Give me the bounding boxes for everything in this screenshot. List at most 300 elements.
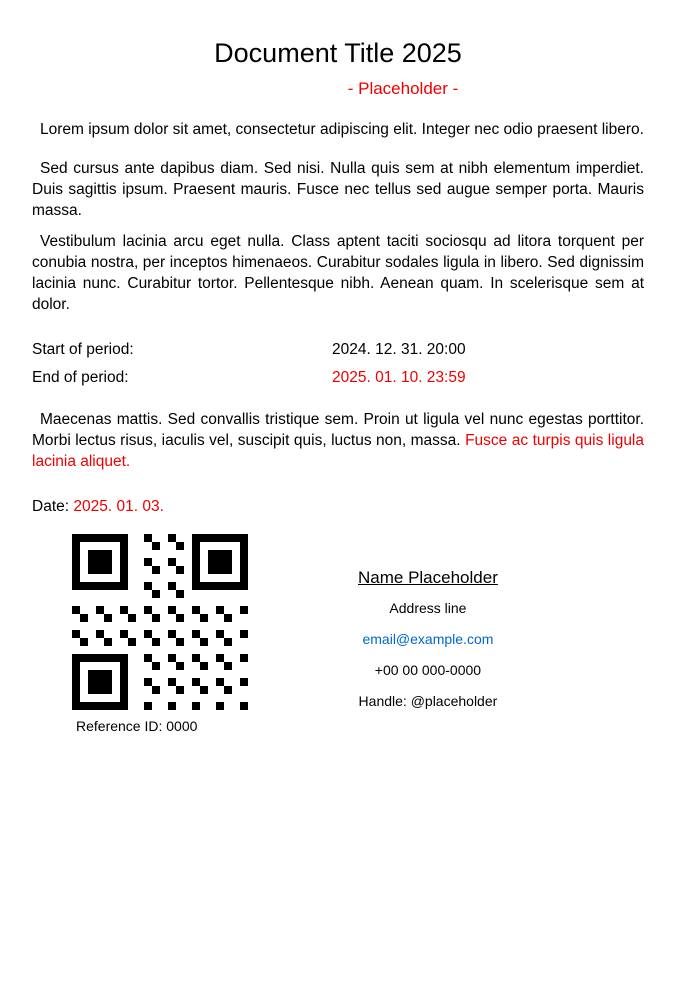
qr-module [160, 566, 168, 574]
qr-module [224, 646, 232, 654]
qr-module [184, 550, 192, 558]
qr-module [112, 606, 120, 614]
qr-module [192, 686, 200, 694]
qr-module [200, 638, 208, 646]
qr-module [104, 622, 112, 630]
qr-module [144, 614, 152, 622]
qr-module [184, 566, 192, 574]
qr-module [120, 598, 128, 606]
qr-module [120, 630, 128, 638]
qr-module [128, 534, 136, 542]
qr-module [184, 582, 192, 590]
qr-module [88, 590, 96, 598]
footer-block [32, 534, 644, 734]
qr-module [112, 646, 120, 654]
qr-module [80, 678, 88, 686]
period-start-value: 2024. 12. 31. 20:00 [332, 341, 466, 358]
qr-module [224, 662, 232, 670]
qr-module [168, 670, 176, 678]
qr-module [208, 574, 216, 582]
qr-module [136, 646, 144, 654]
qr-module [120, 678, 128, 686]
qr-module [128, 702, 136, 710]
qr-module [128, 598, 136, 606]
qr-module [112, 638, 120, 646]
qr-module [184, 646, 192, 654]
signature-name: Name Placeholder [358, 568, 498, 587]
qr-module [208, 702, 216, 710]
qr-module [200, 646, 208, 654]
qr-module [192, 542, 200, 550]
qr-module [240, 582, 248, 590]
qr-module [144, 598, 152, 606]
qr-module [104, 590, 112, 598]
qr-module [208, 550, 216, 558]
qr-module [80, 558, 88, 566]
qr-module [176, 630, 184, 638]
qr-module [152, 654, 160, 662]
qr-module [224, 686, 232, 694]
qr-caption: Reference ID: 0000 [76, 718, 198, 734]
qr-module [216, 646, 224, 654]
document-title: Document Title 2025 [214, 38, 462, 68]
qr-module [216, 598, 224, 606]
qr-module [232, 630, 240, 638]
qr-module [128, 566, 136, 574]
closing-paragraph [32, 409, 644, 472]
qr-module [104, 598, 112, 606]
qr-module [136, 542, 144, 550]
qr-module [112, 654, 120, 662]
qr-module [144, 574, 152, 582]
qr-module [80, 606, 88, 614]
qr-module [168, 574, 176, 582]
qr-module [176, 670, 184, 678]
qr-module [88, 638, 96, 646]
qr-module [112, 534, 120, 542]
qr-module [240, 614, 248, 622]
qr-module [232, 614, 240, 622]
qr-module [80, 630, 88, 638]
qr-module [176, 534, 184, 542]
qr-module [168, 622, 176, 630]
qr-module [144, 654, 152, 662]
qr-module [168, 638, 176, 646]
qr-module [160, 542, 168, 550]
qr-module [152, 558, 160, 566]
qr-module [88, 686, 96, 694]
qr-module [136, 630, 144, 638]
qr-module [104, 678, 112, 686]
qr-module [72, 694, 80, 702]
qr-module [80, 598, 88, 606]
qr-module [224, 638, 232, 646]
qr-module [128, 542, 136, 550]
qr-module [192, 606, 200, 614]
qr-module [96, 558, 104, 566]
qr-module [192, 598, 200, 606]
qr-module [160, 558, 168, 566]
qr-module [144, 582, 152, 590]
qr-module [232, 702, 240, 710]
qr-module [208, 630, 216, 638]
qr-module [184, 630, 192, 638]
qr-module [200, 534, 208, 542]
qr-module [184, 686, 192, 694]
qr-module [96, 598, 104, 606]
qr-module [184, 574, 192, 582]
qr-module [160, 662, 168, 670]
qr-module [144, 622, 152, 630]
qr-module [120, 614, 128, 622]
qr-module [72, 574, 80, 582]
qr-module [176, 662, 184, 670]
qr-module [224, 542, 232, 550]
qr-module [168, 662, 176, 670]
qr-module [168, 678, 176, 686]
qr-module [120, 622, 128, 630]
qr-module [200, 678, 208, 686]
qr-module [104, 582, 112, 590]
qr-module [176, 606, 184, 614]
qr-module [192, 590, 200, 598]
qr-module [200, 670, 208, 678]
qr-module [176, 558, 184, 566]
qr-module [80, 582, 88, 590]
qr-module [112, 630, 120, 638]
qr-module [88, 670, 96, 678]
qr-module [240, 606, 248, 614]
qr-module [136, 598, 144, 606]
qr-module [136, 582, 144, 590]
qr-module [208, 582, 216, 590]
qr-module [88, 606, 96, 614]
qr-module [136, 654, 144, 662]
qr-module [240, 622, 248, 630]
qr-module [152, 590, 160, 598]
qr-module [88, 566, 96, 574]
date-row [32, 498, 644, 516]
qr-module [72, 566, 80, 574]
qr-module [200, 622, 208, 630]
qr-module [88, 598, 96, 606]
qr-module [192, 662, 200, 670]
qr-module [192, 622, 200, 630]
qr-module [120, 670, 128, 678]
qr-module [152, 542, 160, 550]
qr-module [88, 582, 96, 590]
qr-module [72, 670, 80, 678]
qr-module [144, 550, 152, 558]
qr-module [104, 646, 112, 654]
qr-module [184, 670, 192, 678]
qr-module [72, 590, 80, 598]
qr-module [240, 670, 248, 678]
qr-module [128, 590, 136, 598]
qr-module [104, 630, 112, 638]
qr-module [104, 550, 112, 558]
qr-module [176, 598, 184, 606]
qr-module [88, 654, 96, 662]
qr-module [160, 646, 168, 654]
qr-module [160, 622, 168, 630]
qr-module [168, 630, 176, 638]
qr-module [232, 686, 240, 694]
qr-module [192, 694, 200, 702]
qr-module [160, 654, 168, 662]
qr-module [208, 606, 216, 614]
qr-module [80, 614, 88, 622]
qr-module [136, 686, 144, 694]
qr-module [152, 534, 160, 542]
qr-module [72, 606, 80, 614]
qr-module [152, 582, 160, 590]
qr-module [216, 638, 224, 646]
qr-module [104, 566, 112, 574]
qr-module [224, 622, 232, 630]
qr-module [104, 638, 112, 646]
qr-module [176, 574, 184, 582]
qr-module [144, 678, 152, 686]
qr-module [240, 678, 248, 686]
qr-module [160, 702, 168, 710]
qr-module [240, 630, 248, 638]
qr-module [88, 646, 96, 654]
qr-module [120, 550, 128, 558]
qr-module [184, 542, 192, 550]
qr-module [200, 630, 208, 638]
qr-module [96, 574, 104, 582]
qr-module [152, 630, 160, 638]
qr-module [160, 574, 168, 582]
qr-module [120, 638, 128, 646]
qr-module [200, 542, 208, 550]
qr-module [200, 654, 208, 662]
qr-module [120, 542, 128, 550]
qr-module [72, 654, 80, 662]
qr-module [72, 558, 80, 566]
qr-module [216, 670, 224, 678]
qr-module [136, 638, 144, 646]
qr-module [96, 534, 104, 542]
qr-module [136, 694, 144, 702]
qr-module [80, 550, 88, 558]
qr-module [176, 678, 184, 686]
qr-module [224, 606, 232, 614]
qr-module [192, 702, 200, 710]
qr-module [144, 638, 152, 646]
qr-module [104, 606, 112, 614]
qr-module [160, 670, 168, 678]
qr-module [88, 662, 96, 670]
qr-module [224, 630, 232, 638]
qr-block [32, 534, 248, 734]
qr-module [176, 622, 184, 630]
qr-module [224, 614, 232, 622]
closing-text: Maecenas mattis. Sed convallis tristique sem. Proin ut ligula vel nunc egestas porttitor. Morbi lectus risus, iaculis vel, suscipit quis, luctus non, massa. [32, 411, 644, 449]
qr-module [192, 646, 200, 654]
qr-module [208, 694, 216, 702]
qr-module [128, 654, 136, 662]
qr-module [208, 558, 216, 566]
qr-module [128, 558, 136, 566]
qr-module [232, 694, 240, 702]
qr-module [184, 694, 192, 702]
qr-module [72, 686, 80, 694]
qr-module [232, 582, 240, 590]
qr-module [72, 646, 80, 654]
qr-module [80, 662, 88, 670]
qr-module [128, 686, 136, 694]
qr-module [80, 694, 88, 702]
qr-module [168, 702, 176, 710]
qr-module [72, 598, 80, 606]
qr-module [160, 606, 168, 614]
qr-module [128, 614, 136, 622]
qr-module [120, 590, 128, 598]
qr-module [160, 678, 168, 686]
qr-module [120, 662, 128, 670]
qr-module [80, 534, 88, 542]
qr-module [128, 630, 136, 638]
qr-module [216, 662, 224, 670]
qr-module [224, 694, 232, 702]
qr-module [152, 670, 160, 678]
qr-module [152, 678, 160, 686]
qr-module [120, 686, 128, 694]
qr-module [160, 614, 168, 622]
qr-module [216, 534, 224, 542]
qr-module [88, 630, 96, 638]
qr-module [216, 542, 224, 550]
qr-module [112, 662, 120, 670]
qr-module [88, 542, 96, 550]
qr-module [96, 670, 104, 678]
qr-module [200, 598, 208, 606]
qr-module [184, 590, 192, 598]
qr-module [200, 702, 208, 710]
qr-module [200, 606, 208, 614]
qr-module [224, 654, 232, 662]
qr-module [184, 702, 192, 710]
qr-module [160, 550, 168, 558]
qr-module [112, 678, 120, 686]
qr-module [104, 662, 112, 670]
qr-module [96, 582, 104, 590]
qr-module [128, 646, 136, 654]
qr-module [104, 542, 112, 550]
qr-module [152, 566, 160, 574]
qr-module [80, 542, 88, 550]
qr-module [144, 558, 152, 566]
closing-red-text: Fusce ac turpis quis ligula lacinia aliquet. [32, 432, 645, 470]
qr-module [128, 678, 136, 686]
qr-module [152, 694, 160, 702]
qr-module [144, 670, 152, 678]
qr-module [176, 614, 184, 622]
qr-module [120, 574, 128, 582]
qr-module [216, 654, 224, 662]
qr-module [176, 582, 184, 590]
signature-block [358, 534, 498, 734]
qr-module [96, 694, 104, 702]
qr-module [72, 582, 80, 590]
qr-module [240, 654, 248, 662]
qr-module [216, 614, 224, 622]
qr-module [128, 622, 136, 630]
qr-module [160, 694, 168, 702]
qr-module [208, 534, 216, 542]
qr-module [176, 686, 184, 694]
qr-module [240, 534, 248, 542]
qr-module [208, 654, 216, 662]
qr-module [104, 686, 112, 694]
qr-module [96, 678, 104, 686]
qr-module [240, 686, 248, 694]
qr-module [168, 566, 176, 574]
qr-module [136, 622, 144, 630]
qr-module [128, 574, 136, 582]
qr-module [176, 550, 184, 558]
qr-module [192, 558, 200, 566]
qr-module [152, 606, 160, 614]
qr-module [224, 590, 232, 598]
qr-module [136, 614, 144, 622]
qr-module [192, 630, 200, 638]
qr-module [232, 542, 240, 550]
qr-module [208, 686, 216, 694]
qr-module [152, 614, 160, 622]
qr-module [120, 694, 128, 702]
signature-email-link[interactable]: email@example.com [362, 631, 494, 647]
qr-module [216, 678, 224, 686]
qr-module [120, 646, 128, 654]
qr-module [88, 702, 96, 710]
qr-module [144, 542, 152, 550]
qr-module [224, 670, 232, 678]
qr-module [232, 638, 240, 646]
qr-module [224, 558, 232, 566]
qr-module [160, 630, 168, 638]
qr-module [160, 686, 168, 694]
qr-module [208, 646, 216, 654]
qr-module [96, 646, 104, 654]
qr-module [136, 590, 144, 598]
qr-module [144, 686, 152, 694]
qr-module [96, 542, 104, 550]
qr-module [200, 574, 208, 582]
qr-module [168, 654, 176, 662]
qr-module [168, 590, 176, 598]
qr-module [96, 662, 104, 670]
qr-module [80, 654, 88, 662]
qr-module [168, 542, 176, 550]
paragraph: Sed cursus ante dapibus diam. Sed nisi. Nulla quis sem at nibh elementum imperdiet. Duis sagittis ipsum. Praesent mauris. Fusce nec tellus sed augue semper porta. Mauris massa. [32, 160, 644, 219]
qr-module [232, 670, 240, 678]
qr-module [136, 702, 144, 710]
qr-module [112, 566, 120, 574]
qr-module [240, 694, 248, 702]
qr-module [232, 558, 240, 566]
qr-module [216, 702, 224, 710]
qr-module [240, 590, 248, 598]
qr-module [120, 534, 128, 542]
qr-module [240, 646, 248, 654]
period-end-value: 2025. 01. 10. 23:59 [332, 369, 466, 386]
qr-module [184, 678, 192, 686]
document-subtitle: - Placeholder - [347, 79, 459, 98]
qr-module [192, 638, 200, 646]
